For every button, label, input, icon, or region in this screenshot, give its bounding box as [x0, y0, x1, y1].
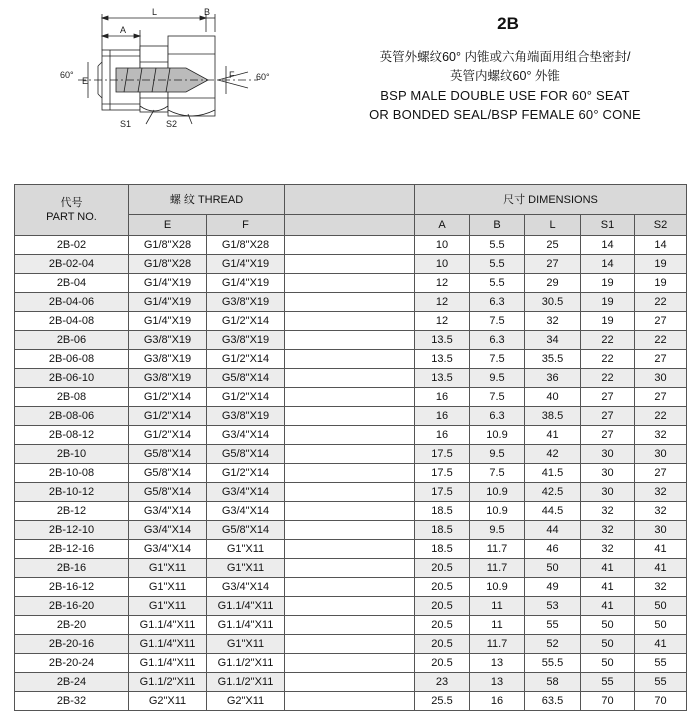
dim-s1-cell: 32 [581, 540, 635, 559]
part-number-cell: 2B-16 [15, 559, 129, 578]
part-number-header [15, 185, 129, 236]
s1-label: S1 [120, 119, 132, 129]
dim-a-cell: 12 [415, 293, 470, 312]
thread-f-cell: G1.1/4"X11 [207, 616, 285, 635]
part-number-cell: 2B-04-08 [15, 312, 129, 331]
dim-l-cell: 49 [525, 578, 581, 597]
spacer-cell [285, 540, 415, 559]
table-row [15, 426, 687, 445]
dim-b-cell: 10.9 [470, 502, 525, 521]
dim-b-cell: 5.5 [470, 274, 525, 293]
thread-e-cell: G3/8"X19 [129, 331, 207, 350]
spacer-cell [285, 293, 415, 312]
dim-l-cell: 35.5 [525, 350, 581, 369]
part-number-cell: 2B-10 [15, 445, 129, 464]
dim-s1-cell: 55 [581, 673, 635, 692]
dim-b-cell: 7.5 [470, 388, 525, 407]
description-en-line-2: OR BONDED SEAL/BSP FEMALE 60° CONE [369, 107, 641, 122]
part-number-header-en: PART NO. [46, 211, 97, 223]
dim-b-cell: 7.5 [470, 350, 525, 369]
table-row [15, 369, 687, 388]
dim-l-cell: 29 [525, 274, 581, 293]
dim-s1-cell: 41 [581, 578, 635, 597]
col-e-header: E [129, 215, 207, 236]
spacer-cell [285, 445, 415, 464]
dim-a-label: A [120, 25, 127, 35]
thread-e-cell: G3/4"X14 [129, 521, 207, 540]
dim-b-cell: 13 [470, 673, 525, 692]
dim-b-cell: 5.5 [470, 236, 525, 255]
dim-s2-cell: 32 [635, 483, 687, 502]
dim-s2-cell: 50 [635, 616, 687, 635]
thread-f-cell: G1.1/2"X11 [207, 673, 285, 692]
dim-s2-cell: 32 [635, 502, 687, 521]
dimensions-header: 尺寸 DIMENSIONS [415, 185, 687, 215]
dim-s2-cell: 19 [635, 255, 687, 274]
part-number-cell: 2B-12-16 [15, 540, 129, 559]
dim-a-cell: 20.5 [415, 597, 470, 616]
dim-a-cell: 20.5 [415, 635, 470, 654]
spacer-cell [285, 350, 415, 369]
col-s2-header: S2 [635, 215, 687, 236]
spacer-cell [285, 331, 415, 350]
spacer-cell [285, 616, 415, 635]
spacer-cell [285, 673, 415, 692]
spacer-cell [285, 692, 415, 711]
dim-l-cell: 42 [525, 445, 581, 464]
dim-l-cell: 41 [525, 426, 581, 445]
table-row [15, 540, 687, 559]
dim-l-cell: 55 [525, 616, 581, 635]
dim-a-cell: 20.5 [415, 559, 470, 578]
part-number-cell: 2B-12 [15, 502, 129, 521]
thread-e-cell: G3/4"X14 [129, 502, 207, 521]
dim-l-cell: 38.5 [525, 407, 581, 426]
dim-b-cell: 10.9 [470, 426, 525, 445]
thread-e-cell: G1/8"X28 [129, 255, 207, 274]
thread-e-cell: G1/2"X14 [129, 388, 207, 407]
table-row [15, 407, 687, 426]
dim-b-cell: 10.9 [470, 483, 525, 502]
table-row [15, 673, 687, 692]
thread-e-cell: G5/8"X14 [129, 445, 207, 464]
thread-f-cell: G1"X11 [207, 540, 285, 559]
dim-f-label: F [229, 70, 235, 80]
dim-s1-cell: 32 [581, 521, 635, 540]
dim-b-cell: 13 [470, 654, 525, 673]
thread-f-cell: G3/4"X14 [207, 502, 285, 521]
part-number-cell: 2B-24 [15, 673, 129, 692]
dim-s1-cell: 50 [581, 635, 635, 654]
table-row [15, 578, 687, 597]
dim-b-cell: 11.7 [470, 540, 525, 559]
dim-l-cell: 46 [525, 540, 581, 559]
table-row [15, 312, 687, 331]
col-a-header: A [415, 215, 470, 236]
header-spacer [285, 215, 415, 236]
spacer-cell [285, 388, 415, 407]
dim-s1-cell: 14 [581, 255, 635, 274]
dim-s1-cell: 30 [581, 464, 635, 483]
dim-a-cell: 10 [415, 236, 470, 255]
thread-f-cell: G3/8"X19 [207, 293, 285, 312]
thread-e-cell: G1.1/4"X11 [129, 616, 207, 635]
dim-s1-cell: 41 [581, 559, 635, 578]
dim-b-cell: 6.3 [470, 331, 525, 350]
thread-f-cell: G1/4"X19 [207, 255, 285, 274]
table-row [15, 616, 687, 635]
dim-s2-cell: 70 [635, 692, 687, 711]
thread-e-cell: G1.1/4"X11 [129, 635, 207, 654]
thread-e-cell: G5/8"X14 [129, 464, 207, 483]
thread-f-cell: G3/4"X14 [207, 483, 285, 502]
thread-f-cell: G3/8"X19 [207, 407, 285, 426]
spacer-cell [285, 635, 415, 654]
dim-s2-cell: 30 [635, 521, 687, 540]
dim-s1-cell: 27 [581, 388, 635, 407]
product-description [330, 48, 680, 124]
table-row [15, 274, 687, 293]
thread-f-cell: G3/8"X19 [207, 331, 285, 350]
dim-s1-cell: 22 [581, 369, 635, 388]
thread-e-cell: G3/8"X19 [129, 350, 207, 369]
thread-e-cell: G1"X11 [129, 578, 207, 597]
table-row [15, 654, 687, 673]
dim-l-label: L [152, 7, 158, 17]
dim-a-cell: 17.5 [415, 464, 470, 483]
part-number-cell: 2B-06-10 [15, 369, 129, 388]
dim-a-cell: 20.5 [415, 654, 470, 673]
thread-e-cell: G2"X11 [129, 692, 207, 711]
dim-s1-cell: 27 [581, 407, 635, 426]
fitting-drawing [58, 6, 288, 131]
dim-a-cell: 18.5 [415, 502, 470, 521]
description-en-line-1: BSP MALE DOUBLE USE FOR 60° SEAT [380, 88, 630, 103]
part-number-cell: 2B-16-20 [15, 597, 129, 616]
dim-a-cell: 12 [415, 274, 470, 293]
dim-s1-cell: 50 [581, 654, 635, 673]
dim-a-cell: 23 [415, 673, 470, 692]
spacer-cell [285, 578, 415, 597]
col-f-header: F [207, 215, 285, 236]
dim-b-cell: 11.7 [470, 559, 525, 578]
thread-f-cell: G1/8"X28 [207, 236, 285, 255]
dim-s2-cell: 27 [635, 464, 687, 483]
dim-a-cell: 20.5 [415, 578, 470, 597]
spacer-cell [285, 483, 415, 502]
table-row [15, 445, 687, 464]
angle-right-label: 60° [256, 72, 270, 82]
table-row [15, 597, 687, 616]
thread-f-cell: G1"X11 [207, 559, 285, 578]
dim-s1-cell: 32 [581, 502, 635, 521]
part-number-cell: 2B-08 [15, 388, 129, 407]
dim-e-label: E [82, 76, 89, 86]
dim-s2-cell: 55 [635, 673, 687, 692]
thread-e-cell: G5/8"X14 [129, 483, 207, 502]
dim-l-cell: 27 [525, 255, 581, 274]
thread-e-cell: G1.1/4"X11 [129, 654, 207, 673]
part-number-cell: 2B-10-08 [15, 464, 129, 483]
table-row [15, 236, 687, 255]
thread-e-cell: G1"X11 [129, 597, 207, 616]
part-number-cell: 2B-10-12 [15, 483, 129, 502]
dim-l-cell: 44.5 [525, 502, 581, 521]
thread-f-cell: G1/4"X19 [207, 274, 285, 293]
dim-s1-cell: 50 [581, 616, 635, 635]
part-number-cell: 2B-04-06 [15, 293, 129, 312]
spacer-cell [285, 312, 415, 331]
dim-a-cell: 12 [415, 312, 470, 331]
dim-b-cell: 6.3 [470, 407, 525, 426]
thread-f-cell: G1/2"X14 [207, 350, 285, 369]
table-row [15, 255, 687, 274]
dim-a-cell: 13.5 [415, 350, 470, 369]
table-row [15, 388, 687, 407]
dim-b-cell: 11.7 [470, 635, 525, 654]
col-l-header: L [525, 215, 581, 236]
dim-s2-cell: 27 [635, 388, 687, 407]
thread-e-cell: G1.1/2"X11 [129, 673, 207, 692]
dim-l-cell: 63.5 [525, 692, 581, 711]
spacer-cell [285, 236, 415, 255]
thread-header: 螺 纹 THREAD [129, 185, 285, 215]
dim-a-cell: 13.5 [415, 369, 470, 388]
dim-l-cell: 34 [525, 331, 581, 350]
part-number-cell: 2B-04 [15, 274, 129, 293]
thread-f-cell: G1/2"X14 [207, 388, 285, 407]
spacer-cell [285, 502, 415, 521]
part-number-cell: 2B-08-12 [15, 426, 129, 445]
dim-s2-cell: 55 [635, 654, 687, 673]
thread-e-cell: G1/4"X19 [129, 293, 207, 312]
dim-b-cell: 9.5 [470, 445, 525, 464]
dim-s2-cell: 32 [635, 426, 687, 445]
part-number-cell: 2B-20-16 [15, 635, 129, 654]
dim-b-cell: 9.5 [470, 521, 525, 540]
table-row [15, 502, 687, 521]
s2-label: S2 [166, 119, 178, 129]
dim-a-cell: 25.5 [415, 692, 470, 711]
dim-a-cell: 17.5 [415, 483, 470, 502]
part-number-cell: 2B-02 [15, 236, 129, 255]
dim-a-cell: 17.5 [415, 445, 470, 464]
dim-s1-cell: 14 [581, 236, 635, 255]
dim-b-cell: 5.5 [470, 255, 525, 274]
thread-e-cell: G3/8"X19 [129, 369, 207, 388]
dim-s1-cell: 27 [581, 426, 635, 445]
table-header-row-1 [15, 185, 687, 215]
dim-s2-cell: 41 [635, 635, 687, 654]
dim-a-cell: 13.5 [415, 331, 470, 350]
dim-l-cell: 53 [525, 597, 581, 616]
thread-e-cell: G3/4"X14 [129, 540, 207, 559]
dim-s1-cell: 19 [581, 312, 635, 331]
dim-l-cell: 52 [525, 635, 581, 654]
thread-f-cell: G3/4"X14 [207, 578, 285, 597]
dim-s2-cell: 14 [635, 236, 687, 255]
table-row [15, 692, 687, 711]
dim-s2-cell: 22 [635, 293, 687, 312]
thread-f-cell: G1/2"X14 [207, 464, 285, 483]
part-number-cell: 2B-06-08 [15, 350, 129, 369]
spec-table [14, 184, 687, 711]
spacer-cell [285, 407, 415, 426]
dim-l-cell: 42.5 [525, 483, 581, 502]
spacer-cell [285, 559, 415, 578]
part-number-cell: 2B-32 [15, 692, 129, 711]
dim-s2-cell: 41 [635, 559, 687, 578]
spec-table-body [15, 236, 687, 711]
dim-b-cell: 9.5 [470, 369, 525, 388]
dim-s1-cell: 30 [581, 483, 635, 502]
part-number-cell: 2B-20-24 [15, 654, 129, 673]
thread-f-cell: G5/8"X14 [207, 369, 285, 388]
dim-s1-cell: 70 [581, 692, 635, 711]
spacer-cell [285, 274, 415, 293]
table-row [15, 559, 687, 578]
dim-s2-cell: 22 [635, 331, 687, 350]
dim-s2-cell: 50 [635, 597, 687, 616]
spacer-cell [285, 369, 415, 388]
part-number-cell: 2B-20 [15, 616, 129, 635]
thread-f-cell: G3/4"X14 [207, 426, 285, 445]
dim-l-cell: 50 [525, 559, 581, 578]
dim-s2-cell: 22 [635, 407, 687, 426]
dim-a-cell: 18.5 [415, 540, 470, 559]
col-b-header: B [470, 215, 525, 236]
part-number-header-cn: 代号 [60, 197, 83, 209]
dim-l-cell: 55.5 [525, 654, 581, 673]
col-s1-header: S1 [581, 215, 635, 236]
dim-s1-cell: 41 [581, 597, 635, 616]
dim-s1-cell: 22 [581, 350, 635, 369]
part-number-cell: 2B-12-10 [15, 521, 129, 540]
thread-f-cell: G1/2"X14 [207, 312, 285, 331]
table-row [15, 483, 687, 502]
thread-f-cell: G1.1/2"X11 [207, 654, 285, 673]
spacer-cell [285, 255, 415, 274]
table-row [15, 293, 687, 312]
thread-f-cell: G1"X11 [207, 635, 285, 654]
dim-s1-cell: 22 [581, 331, 635, 350]
table-row [15, 350, 687, 369]
dim-b-cell: 11 [470, 597, 525, 616]
dim-b-cell: 11 [470, 616, 525, 635]
table-row [15, 331, 687, 350]
dim-a-cell: 18.5 [415, 521, 470, 540]
dim-b-cell: 16 [470, 692, 525, 711]
dim-a-cell: 16 [415, 407, 470, 426]
table-row [15, 521, 687, 540]
dim-a-cell: 16 [415, 388, 470, 407]
thread-e-cell: G1/4"X19 [129, 312, 207, 331]
dim-b-cell: 7.5 [470, 464, 525, 483]
dim-s1-cell: 19 [581, 274, 635, 293]
description-cn-line-2: 英管内螺纹60° 外锥 [450, 69, 560, 83]
description-cn-line-1: 英管外螺纹60° 内锥或六角端面用组合垫密封/ [379, 50, 631, 64]
dim-l-cell: 40 [525, 388, 581, 407]
dim-l-cell: 30.5 [525, 293, 581, 312]
header-spacer [285, 185, 415, 215]
spacer-cell [285, 426, 415, 445]
thread-f-cell: G2"X11 [207, 692, 285, 711]
dim-a-cell: 10 [415, 255, 470, 274]
thread-e-cell: G1/4"X19 [129, 274, 207, 293]
dim-b-cell: 10.9 [470, 578, 525, 597]
thread-e-cell: G1"X11 [129, 559, 207, 578]
table-row [15, 635, 687, 654]
dim-l-cell: 36 [525, 369, 581, 388]
spacer-cell [285, 464, 415, 483]
thread-e-cell: G1/8"X28 [129, 236, 207, 255]
spacer-cell [285, 597, 415, 616]
thread-f-cell: G5/8"X14 [207, 445, 285, 464]
spacer-cell [285, 521, 415, 540]
part-number-cell: 2B-08-06 [15, 407, 129, 426]
spacer-cell [285, 654, 415, 673]
dim-s1-cell: 19 [581, 293, 635, 312]
dim-s2-cell: 30 [635, 445, 687, 464]
dim-l-cell: 58 [525, 673, 581, 692]
dim-l-cell: 32 [525, 312, 581, 331]
dim-l-cell: 44 [525, 521, 581, 540]
part-number-cell: 2B-02-04 [15, 255, 129, 274]
dim-s1-cell: 30 [581, 445, 635, 464]
part-series-code: 2B [497, 14, 519, 33]
dim-b-label: B [204, 7, 211, 17]
part-number-cell: 2B-06 [15, 331, 129, 350]
dim-b-cell: 7.5 [470, 312, 525, 331]
dim-s2-cell: 27 [635, 312, 687, 331]
part-number-cell: 2B-16-12 [15, 578, 129, 597]
angle-left-label: 60° [60, 70, 74, 80]
dim-s2-cell: 41 [635, 540, 687, 559]
dim-a-cell: 16 [415, 426, 470, 445]
thread-f-cell: G1.1/4"X11 [207, 597, 285, 616]
dim-b-cell: 6.3 [470, 293, 525, 312]
dim-s2-cell: 32 [635, 578, 687, 597]
dim-s2-cell: 30 [635, 369, 687, 388]
table-row [15, 464, 687, 483]
thread-e-cell: G1/2"X14 [129, 407, 207, 426]
dim-l-cell: 41.5 [525, 464, 581, 483]
thread-e-cell: G1/2"X14 [129, 426, 207, 445]
dim-s2-cell: 27 [635, 350, 687, 369]
dim-a-cell: 20.5 [415, 616, 470, 635]
dim-s2-cell: 19 [635, 274, 687, 293]
dim-l-cell: 25 [525, 236, 581, 255]
thread-f-cell: G5/8"X14 [207, 521, 285, 540]
